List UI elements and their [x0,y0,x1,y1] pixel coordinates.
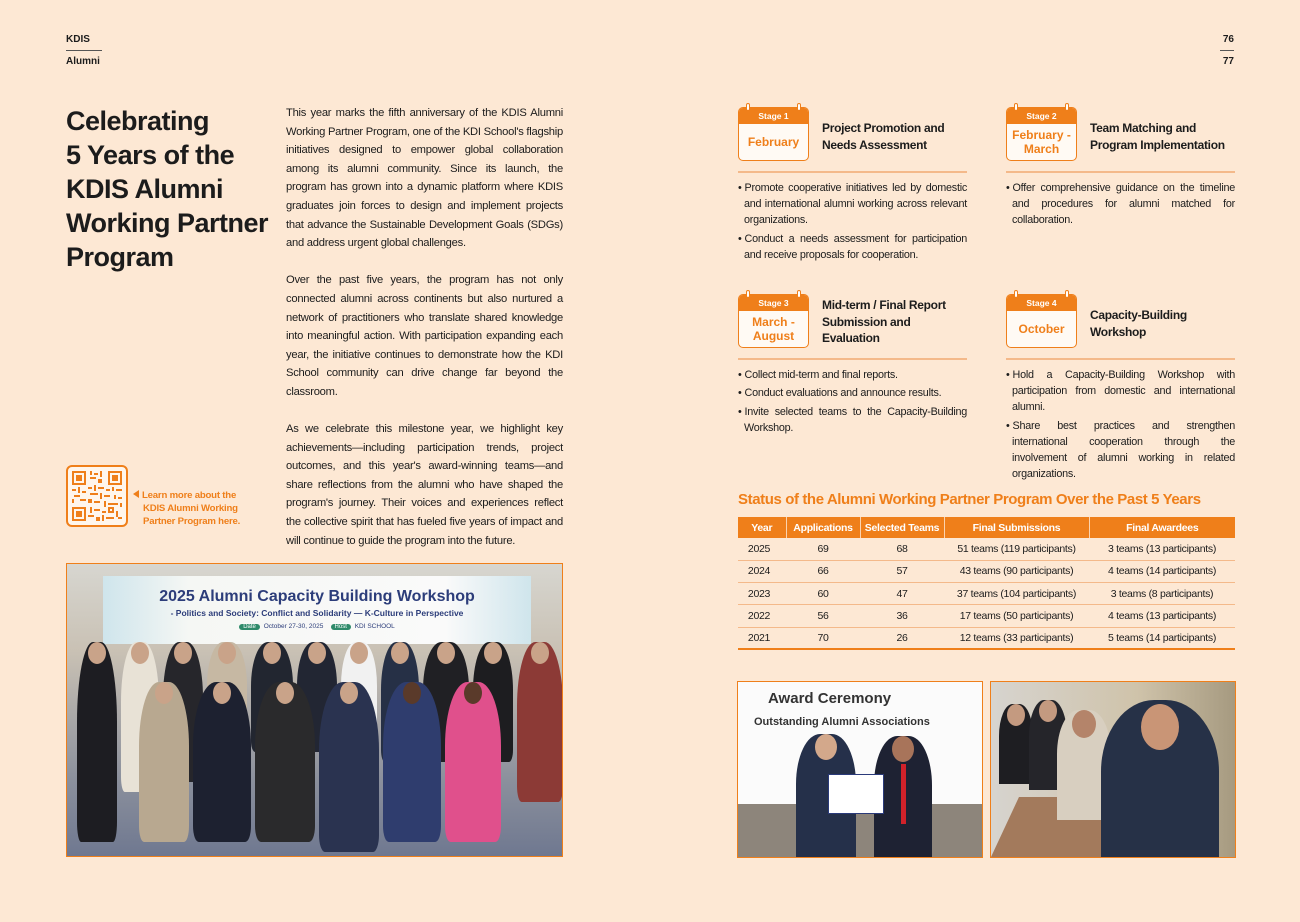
stage-label: Stage 1 [739,108,808,124]
calendar-icon [738,294,809,348]
qr-caption-line: KDIS Alumni Working [143,503,238,514]
stage-title-line: Workshop [1090,324,1147,339]
banner-details [103,623,531,630]
calendar-ring [1014,290,1018,298]
table-row [738,583,1235,605]
divider [738,358,967,360]
title-line: Celebrating [66,106,210,136]
stage-title-line: Submission and [822,314,911,329]
stage-title [1090,120,1225,153]
page-title [66,104,276,274]
qr-caption-line: Partner Program here. [143,516,241,527]
banner-date: October 27-30, 2025 [263,623,324,630]
divider [1006,358,1235,360]
table-cell: 47 [860,583,944,605]
attendee [1101,700,1219,858]
table-cell: 66 [786,560,860,582]
calendar-icon [738,107,809,161]
table-cell: 43 teams (90 participants) [944,560,1089,582]
stage-period [739,124,808,160]
table-cell: 56 [786,605,860,627]
stage-item: • Conduct evaluations and announce results. [738,385,967,401]
stage-title-line: Mid-term / Final Report [822,298,946,312]
table-cell: 51 teams (119 participants) [944,538,1089,560]
table-cell: 4 teams (14 participants) [1089,560,1235,582]
stage-item: • Collect mid-term and final reports. [738,367,967,383]
period-line: October [1018,322,1065,336]
header-org: KDIS [66,34,102,51]
stage-period [1007,124,1076,160]
stage-items [738,180,967,264]
table-row [738,538,1235,560]
calendar-icon [1006,294,1077,348]
period-line: August [752,329,795,343]
arrow-left-icon [133,490,139,498]
title-line: KDIS Alumni [66,174,224,204]
paragraph: As we celebrate this milestone year, we highlight key achievements—including participation trends, project outcomes, and this year's award-winning teams—and share reflections from the alumni who have shaped the program's journey. Their voices and experiences reflect the collective spirit that has fueled five years of impact and will continue to guide the program into the future. [286,423,563,547]
column-header: Applications [786,517,860,538]
stage-item: • Offer comprehensive guidance on the timeline and procedures for alumni matched for collaboration. [1006,180,1235,229]
table-cell: 12 teams (33 participants) [944,627,1089,649]
stage-title-line: Program Implementation [1090,137,1225,152]
table-row [738,627,1235,649]
stage-3 [738,289,967,439]
group-photo [66,563,563,857]
host-tag: Host [331,624,351,630]
qr-code-graphic [72,471,122,521]
table-cell: 5 teams (14 participants) [1089,627,1235,649]
stage-title-line: Needs Assessment [822,137,927,152]
stage-4 [1006,289,1235,485]
meeting-photo [990,681,1236,858]
table-cell: 2021 [738,627,786,649]
table-cell: 3 teams (13 participants) [1089,538,1235,560]
stage-item: • Share best practices and strengthen international cooperation through the involvement of alumni working in related organizations. [1006,418,1235,483]
stage-items [1006,367,1235,483]
title-line: Program [66,242,174,272]
paragraph: Over the past five years, the program has not only connected alumni across continents but also nurtured a network of practitioners who translate shared knowledge into meaningful action. With participation expanding each year, the initiative continues to demonstrate how the KDI School community can drive change far beyond the classroom. [286,274,563,398]
table-cell: 68 [860,538,944,560]
page-numbers [1220,34,1234,68]
table-header-row [738,517,1235,538]
table-cell: 3 teams (8 participants) [1089,583,1235,605]
header-section: Alumni [66,56,100,67]
table-cell: 70 [786,627,860,649]
banner-host: KDI SCHOOL [354,623,395,630]
banner-title: 2025 Alumni Capacity Building Workshop [159,588,475,605]
workshop-banner [103,576,531,644]
table-cell: 37 teams (104 participants) [944,583,1089,605]
stage-item: • Invite selected teams to the Capacity-Building Workshop. [738,404,967,436]
intro-text [286,104,563,569]
qr-code-icon[interactable] [66,465,128,527]
stage-label: Stage 3 [739,295,808,311]
calendar-ring [1065,103,1069,111]
front-row-people [137,682,503,852]
table-cell: 69 [786,538,860,560]
table-cell: 26 [860,627,944,649]
column-header: Year [738,517,786,538]
stage-item: • Conduct a needs assessment for participation and receive proposals for cooperation. [738,231,967,263]
section-header [66,34,102,68]
table-cell: 2024 [738,560,786,582]
stage-title [822,120,944,153]
table-title: Status of the Alumni Working Partner Program Over the Past 5 Years [738,491,1201,508]
table-cell: 2023 [738,583,786,605]
stage-item: • Hold a Capacity-Building Workshop with participation from domestic and international alumni. [1006,367,1235,416]
table-cell: 17 teams (50 participants) [944,605,1089,627]
stage-title [1090,307,1187,340]
stage-items [738,367,967,437]
table-cell: 36 [860,605,944,627]
calendar-icon [1006,107,1077,161]
qr-caption-line: Learn more about the [142,490,237,501]
stage-title-line: Capacity-Building [1090,308,1187,322]
attendee [999,704,1033,784]
divider [738,171,967,173]
table-cell: 4 teams (13 participants) [1089,605,1235,627]
column-header: Selected Teams [860,517,944,538]
calendar-ring [797,290,801,298]
paragraph: This year marks the fifth anniversary of the KDIS Alumni Working Partner Program, one of the KDI School's flagship initiatives designed to empower global collaboration among its alumni community. Since its launch, the program has grown into a dynamic platform where KDIS graduates join forces to design and implement projects that advance the Sustainable Development Goals (SDGs) and address urgent global challenges. [286,107,563,250]
table-cell: 2022 [738,605,786,627]
title-line: 5 Years of the [66,140,235,170]
stage-item: • Promote cooperative initiatives led by domestic and international alumni working across relevant organizations. [738,180,967,229]
stage-period [1007,311,1076,347]
date-tag: Date [239,624,260,630]
title-line: Working Partner [66,208,269,238]
stage-title [822,297,946,347]
page-number-right: 77 [1222,56,1234,67]
calendar-ring [746,103,750,111]
stage-label: Stage 4 [1007,295,1076,311]
table-cell: 2025 [738,538,786,560]
stage-label: Stage 2 [1007,108,1076,124]
period-line: March - [752,315,795,329]
stage-1 [738,102,967,266]
period-line: February [747,135,800,149]
qr-caption[interactable] [133,489,253,528]
certificate [828,774,884,814]
page-number-left: 76 [1220,34,1234,51]
stage-2 [1006,102,1235,231]
calendar-ring [746,290,750,298]
stage-title-line: Evaluation [822,331,880,345]
stage-period [739,311,808,347]
table-cell: 60 [786,583,860,605]
banner-subtitle: - Politics and Society: Conflict and Solidarity — K-Culture in Perspective [170,608,464,618]
calendar-ring [1065,290,1069,298]
screen-title: Award Ceremony [768,690,892,707]
award-ceremony-photo [737,681,983,858]
table-row [738,560,1235,582]
calendar-ring [797,103,801,111]
period-line: March [1023,142,1060,156]
table-row [738,605,1235,627]
divider [1006,171,1235,173]
stage-title-line: Team Matching and [1090,121,1197,135]
calendar-ring [1014,103,1018,111]
table-cell: 57 [860,560,944,582]
stage-items [1006,180,1235,229]
screen-subtitle: Outstanding Alumni Associations [754,716,930,728]
status-table [738,517,1235,650]
stage-title-line: Project Promotion and [822,121,945,135]
period-line: February - [1012,128,1071,142]
column-header: Final Submissions [944,517,1089,538]
column-header: Final Awardees [1089,517,1235,538]
